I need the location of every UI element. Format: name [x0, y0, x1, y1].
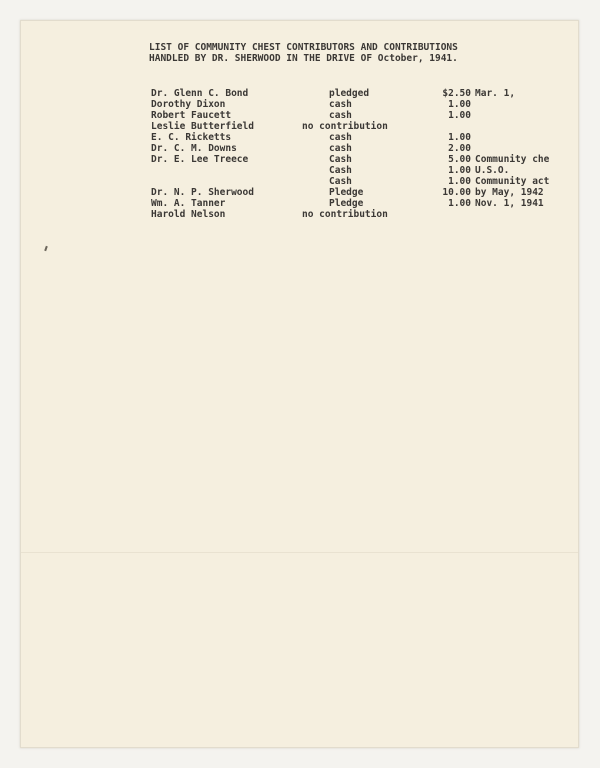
document-page [20, 20, 579, 748]
pencil-mark [44, 246, 48, 251]
contribution-note: Mar. 1, [475, 88, 516, 99]
contribution-type: Pledge [329, 198, 364, 209]
contribution-type: pledged [329, 88, 370, 99]
contribution-type: cash [329, 143, 352, 154]
contribution-note: U.S.O. [475, 165, 510, 176]
contributor-name: Dr. Glenn C. Bond [151, 88, 249, 99]
contribution-amount: $2.50 [442, 88, 471, 99]
paper-fold-line [21, 552, 578, 553]
contribution-amount: 5.00 [448, 154, 471, 165]
contributor-name: Dr. C. M. Downs [151, 143, 237, 154]
contribution-amount: 1.00 [448, 176, 471, 187]
document-title-line-1: LIST OF COMMUNITY CHEST CONTRIBUTORS AND CONTRIBUTIONS [149, 42, 458, 53]
contribution-type: cash [329, 99, 352, 110]
contribution-note: by May, 1942 [475, 187, 544, 198]
contributor-name: Harold Nelson [151, 209, 226, 220]
contribution-type: Cash [329, 165, 352, 176]
contribution-amount: 1.00 [448, 165, 471, 176]
contribution-amount: 10.00 [442, 187, 471, 198]
contribution-type: Cash [329, 154, 352, 165]
contribution-type: cash [329, 110, 352, 121]
contribution-amount: 1.00 [448, 198, 471, 209]
contributor-name: E. C. Ricketts [151, 132, 232, 143]
contribution-type: Pledge [329, 187, 364, 198]
table-row [21, 187, 578, 198]
contribution-type: Cash [329, 176, 352, 187]
table-row [21, 154, 578, 165]
contributor-name: Robert Faucett [151, 110, 232, 121]
contribution-note: Community che [475, 154, 550, 165]
table-row [21, 176, 578, 187]
table-row [21, 121, 578, 132]
contribution-amount: 1.00 [448, 99, 471, 110]
contributor-name: Dr. E. Lee Treece [151, 154, 249, 165]
table-row [21, 99, 578, 110]
document-title-line-2: HANDLED BY DR. SHERWOOD IN THE DRIVE OF October, 1941. [149, 53, 458, 64]
contribution-note: Nov. 1, 1941 [475, 198, 544, 209]
contribution-type: cash [329, 132, 352, 143]
contributor-name: Dr. N. P. Sherwood [151, 187, 254, 198]
contribution-amount: 1.00 [448, 132, 471, 143]
table-row [21, 143, 578, 154]
contribution-amount: 1.00 [448, 110, 471, 121]
contributor-name: Dorothy Dixon [151, 99, 226, 110]
contribution-type: no contribution [302, 121, 388, 132]
table-row [21, 198, 578, 209]
contribution-type: no contribution [302, 209, 388, 220]
contributor-name: Leslie Butterfield [151, 121, 254, 132]
table-row [21, 209, 578, 220]
table-row [21, 88, 578, 99]
table-row [21, 110, 578, 121]
contributor-name: Wm. A. Tanner [151, 198, 226, 209]
table-row [21, 165, 578, 176]
contribution-amount: 2.00 [448, 143, 471, 154]
table-row [21, 132, 578, 143]
contribution-note: Community act [475, 176, 550, 187]
